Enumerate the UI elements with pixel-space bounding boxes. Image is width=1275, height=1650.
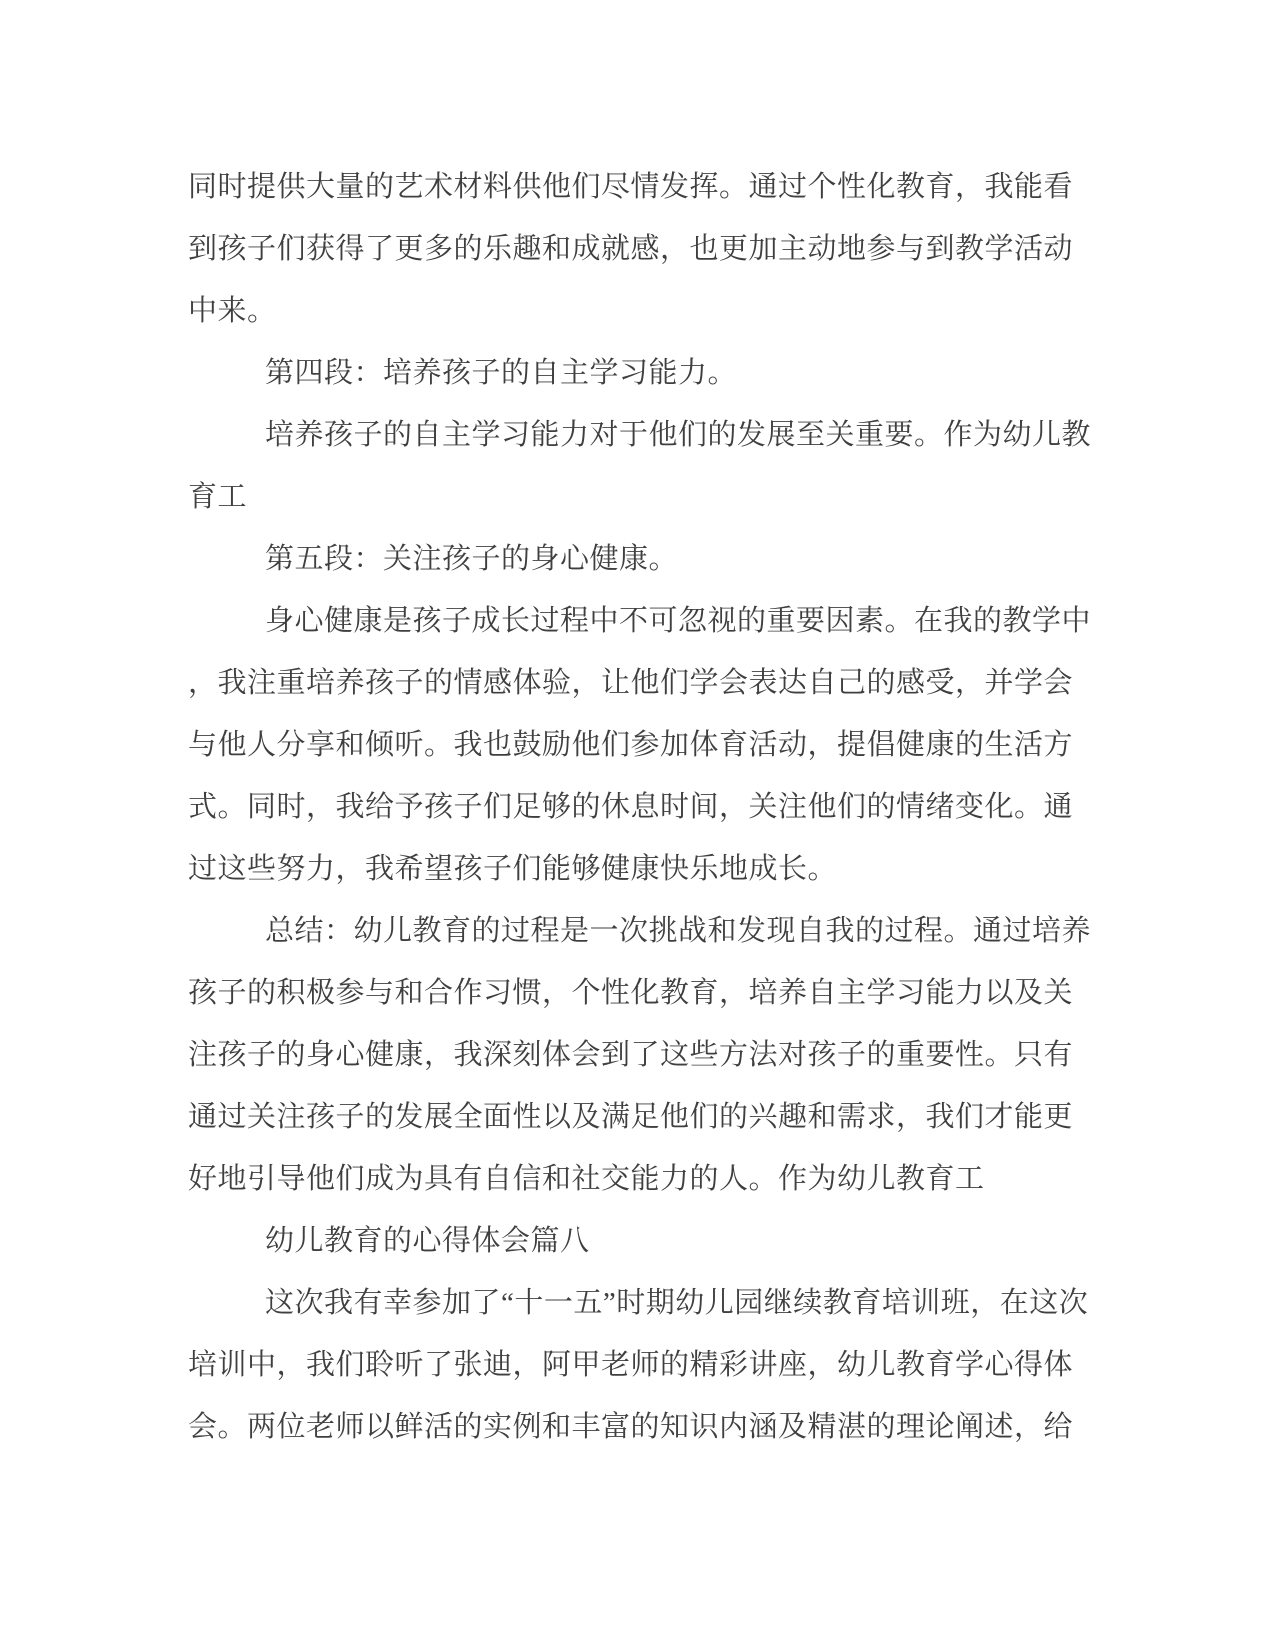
text-line: 通过关注孩子的发展全面性以及满足他们的兴趣和需求，我们才能更 (188, 1101, 1074, 1133)
text-line: 培养孩子的自主学习能力对于他们的发展至关重要。作为幼儿教 (265, 419, 1092, 451)
text-line: 身心健康是孩子成长过程中不可忽视的重要因素。在我的教学中 (265, 605, 1092, 637)
text-line: 育工 (188, 481, 248, 513)
text-line: 注孩子的身心健康，我深刻体会到了这些方法对孩子的重要性。只有 (188, 1039, 1074, 1071)
document-text-body (188, 156, 1093, 1458)
text-line: ，我注重培养孩子的情感体验，让他们学会表达自己的感受，并学会 (188, 667, 1074, 699)
text-line: 到孩子们获得了更多的乐趣和成就感，也更加主动地参与到教学活动 (188, 233, 1074, 265)
text-line: 第四段：培养孩子的自主学习能力。 (265, 357, 738, 389)
text-line: 同时提供大量的艺术材料供他们尽情发挥。通过个性化教育，我能看 (188, 171, 1074, 203)
text-line: 孩子的积极参与和合作习惯，个性化教育，培养自主学习能力以及关 (188, 977, 1074, 1009)
text-line: 中来。 (188, 295, 277, 327)
text-line: 总结：幼儿教育的过程是一次挑战和发现自我的过程。通过培养 (265, 915, 1092, 947)
text-line: 第五段：关注孩子的身心健康。 (265, 543, 679, 575)
text-line: 过这些努力，我希望孩子们能够健康快乐地成长。 (188, 853, 838, 885)
text-line: 培训中，我们聆听了张迪，阿甲老师的精彩讲座，幼儿教育学心得体 (188, 1349, 1074, 1381)
text-line: 这次我有幸参加了“十一五”时期幼儿园继续教育培训班，在这次 (265, 1287, 1089, 1319)
text-line: 好地引导他们成为具有自信和社交能力的人。作为幼儿教育工 (188, 1163, 985, 1195)
text-line: 会。两位老师以鲜活的实例和丰富的知识内涵及精湛的理论阐述，给 (188, 1411, 1074, 1443)
text-line: 与他人分享和倾听。我也鼓励他们参加体育活动，提倡健康的生活方 (188, 729, 1074, 761)
text-line: 式。同时，我给予孩子们足够的休息时间，关注他们的情绪变化。通 (188, 791, 1074, 823)
text-line: 幼儿教育的心得体会篇八 (265, 1225, 590, 1257)
